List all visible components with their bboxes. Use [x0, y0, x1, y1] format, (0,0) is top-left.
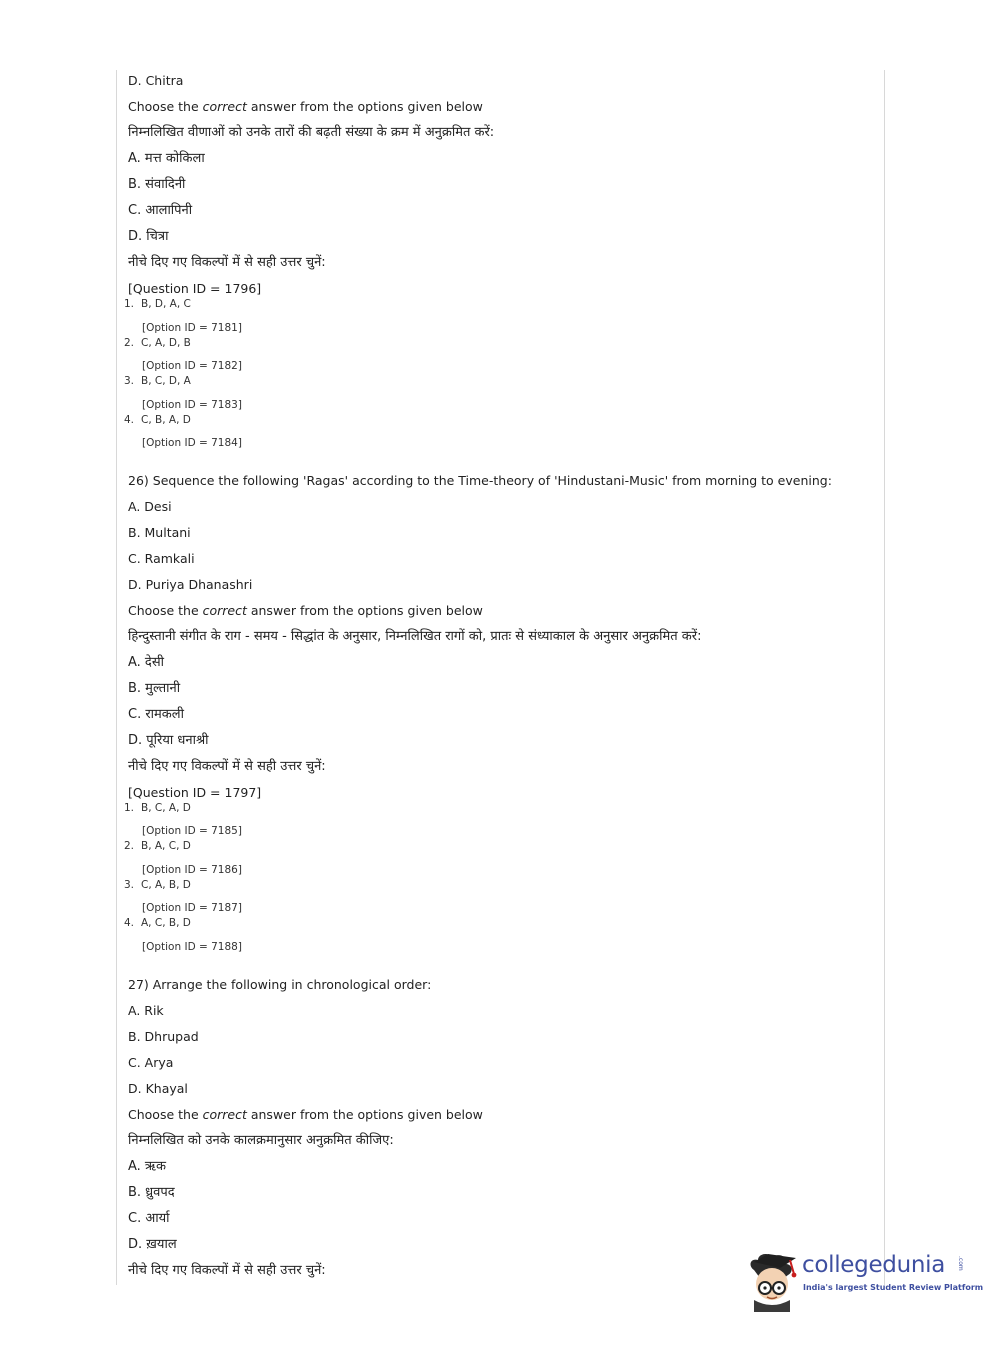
item-d: D. Puriya Dhanashri	[128, 577, 253, 592]
hindi-item-b: B. संवादिनी	[128, 177, 186, 192]
collegedunia-logo	[740, 1248, 984, 1310]
option-d-chitra: D. Chitra	[128, 73, 184, 88]
hindi-item-c: C. आर्या	[128, 1211, 170, 1226]
option-3	[124, 375, 191, 388]
option-id: [Option ID = 7183]	[142, 399, 242, 411]
hindi-item-c: C. रामकली	[128, 707, 184, 722]
question-id: [Question ID = 1797]	[128, 785, 262, 800]
hindi-question: निम्नलिखित को उनके कालक्रमानुसार अनुक्रमित कीजिए:	[128, 1133, 394, 1148]
option-4	[124, 917, 191, 930]
hindi-item-a: A. देसी	[128, 655, 164, 670]
option-number: 1.	[124, 298, 135, 310]
option-number: 1.	[124, 802, 135, 814]
hindi-item-b: B. ध्रुवपद	[128, 1185, 175, 1200]
hindi-question: हिन्दुस्तानी संगीत के राग - समय - सिद्धांत के अनुसार, निम्नलिखित रागों को, प्रातः से संध्याकाल के अनुसार अनुक्रमित करें:	[128, 629, 702, 644]
question-id: [Question ID = 1796]	[128, 281, 262, 296]
option-4	[124, 414, 191, 427]
option-1	[124, 802, 191, 815]
hindi-choose-instruction: नीचे दिए गए विकल्पों में से सही उत्तर चुनें:	[128, 1263, 326, 1278]
item-a: A. Rik	[128, 1003, 164, 1018]
left-border	[116, 70, 117, 1285]
item-d: D. Khayal	[128, 1081, 188, 1096]
item-a: A. Desi	[128, 499, 172, 514]
hindi-item-a: A. ऋक	[128, 1159, 167, 1174]
hindi-choose-instruction: नीचे दिए गए विकल्पों में से सही उत्तर चुनें:	[128, 255, 326, 270]
hindi-item-a: A. मत्त कोकिला	[128, 151, 205, 166]
choose-instruction	[128, 99, 483, 115]
hindi-item-d: D. ख़याल	[128, 1237, 177, 1252]
choose-pre: Choose the	[128, 99, 203, 114]
question-26-title: 26) Sequence the following 'Ragas' according to the Time-theory of 'Hindustani-Music' from morning to evening:	[128, 473, 832, 488]
option-number: 4.	[124, 414, 135, 426]
choose-instruction	[128, 1107, 483, 1123]
choose-instruction	[128, 603, 483, 619]
item-b: B. Dhrupad	[128, 1029, 199, 1044]
choose-post: answer from the options given below	[246, 603, 483, 618]
option-number: 2.	[124, 840, 135, 852]
choose-pre: Choose the	[128, 1107, 203, 1122]
hindi-choose-instruction: नीचे दिए गए विकल्पों में से सही उत्तर चुनें:	[128, 759, 326, 774]
item-c: C. Arya	[128, 1055, 174, 1070]
option-1	[124, 298, 191, 311]
logo-domain: .com	[957, 1256, 964, 1271]
hindi-item-d: D. चित्रा	[128, 229, 169, 244]
hindi-item-b: B. मुल्तानी	[128, 681, 181, 696]
option-text: B, C, D, A	[141, 375, 191, 387]
choose-post: answer from the options given below	[246, 99, 483, 114]
option-number: 4.	[124, 917, 135, 929]
choose-emphasis: correct	[202, 603, 247, 618]
option-text: B, A, C, D	[141, 840, 191, 852]
hindi-item-c: C. आलापिनी	[128, 203, 193, 218]
option-2	[124, 840, 191, 853]
hindi-item-d: D. पूरिया धनाश्री	[128, 733, 209, 748]
option-id: [Option ID = 7188]	[142, 941, 242, 953]
option-text: A, C, B, D	[141, 917, 191, 929]
mascot-icon	[740, 1248, 804, 1312]
item-c: C. Ramkali	[128, 551, 195, 566]
option-text: B, C, A, D	[141, 802, 191, 814]
choose-emphasis: correct	[202, 99, 247, 114]
option-id: [Option ID = 7185]	[142, 825, 242, 837]
right-border	[884, 70, 885, 1285]
option-number: 2.	[124, 337, 135, 349]
option-2	[124, 337, 191, 350]
question-27-title: 27) Arrange the following in chronological order:	[128, 977, 432, 992]
option-text: C, A, B, D	[141, 879, 191, 891]
hindi-question: निम्नलिखित वीणाओं को उनके तारों की बढ़ती संख्या के क्रम में अनुक्रमित करें:	[128, 125, 495, 140]
option-number: 3.	[124, 879, 135, 891]
option-text: C, A, D, B	[141, 337, 191, 349]
option-id: [Option ID = 7186]	[142, 864, 242, 876]
option-id: [Option ID = 7184]	[142, 437, 242, 449]
option-text: B, D, A, C	[141, 298, 191, 310]
choose-pre: Choose the	[128, 603, 203, 618]
choose-post: answer from the options given below	[246, 1107, 483, 1122]
option-text: C, B, A, D	[141, 414, 191, 426]
option-id: [Option ID = 7187]	[142, 902, 242, 914]
logo-tagline: India's largest Student Review Platform	[803, 1283, 984, 1292]
logo-wordmark: collegedunia	[802, 1252, 946, 1278]
item-b: B. Multani	[128, 525, 191, 540]
choose-emphasis: correct	[202, 1107, 247, 1122]
option-id: [Option ID = 7182]	[142, 360, 242, 372]
option-id: [Option ID = 7181]	[142, 322, 242, 334]
option-number: 3.	[124, 375, 135, 387]
option-3	[124, 879, 191, 892]
